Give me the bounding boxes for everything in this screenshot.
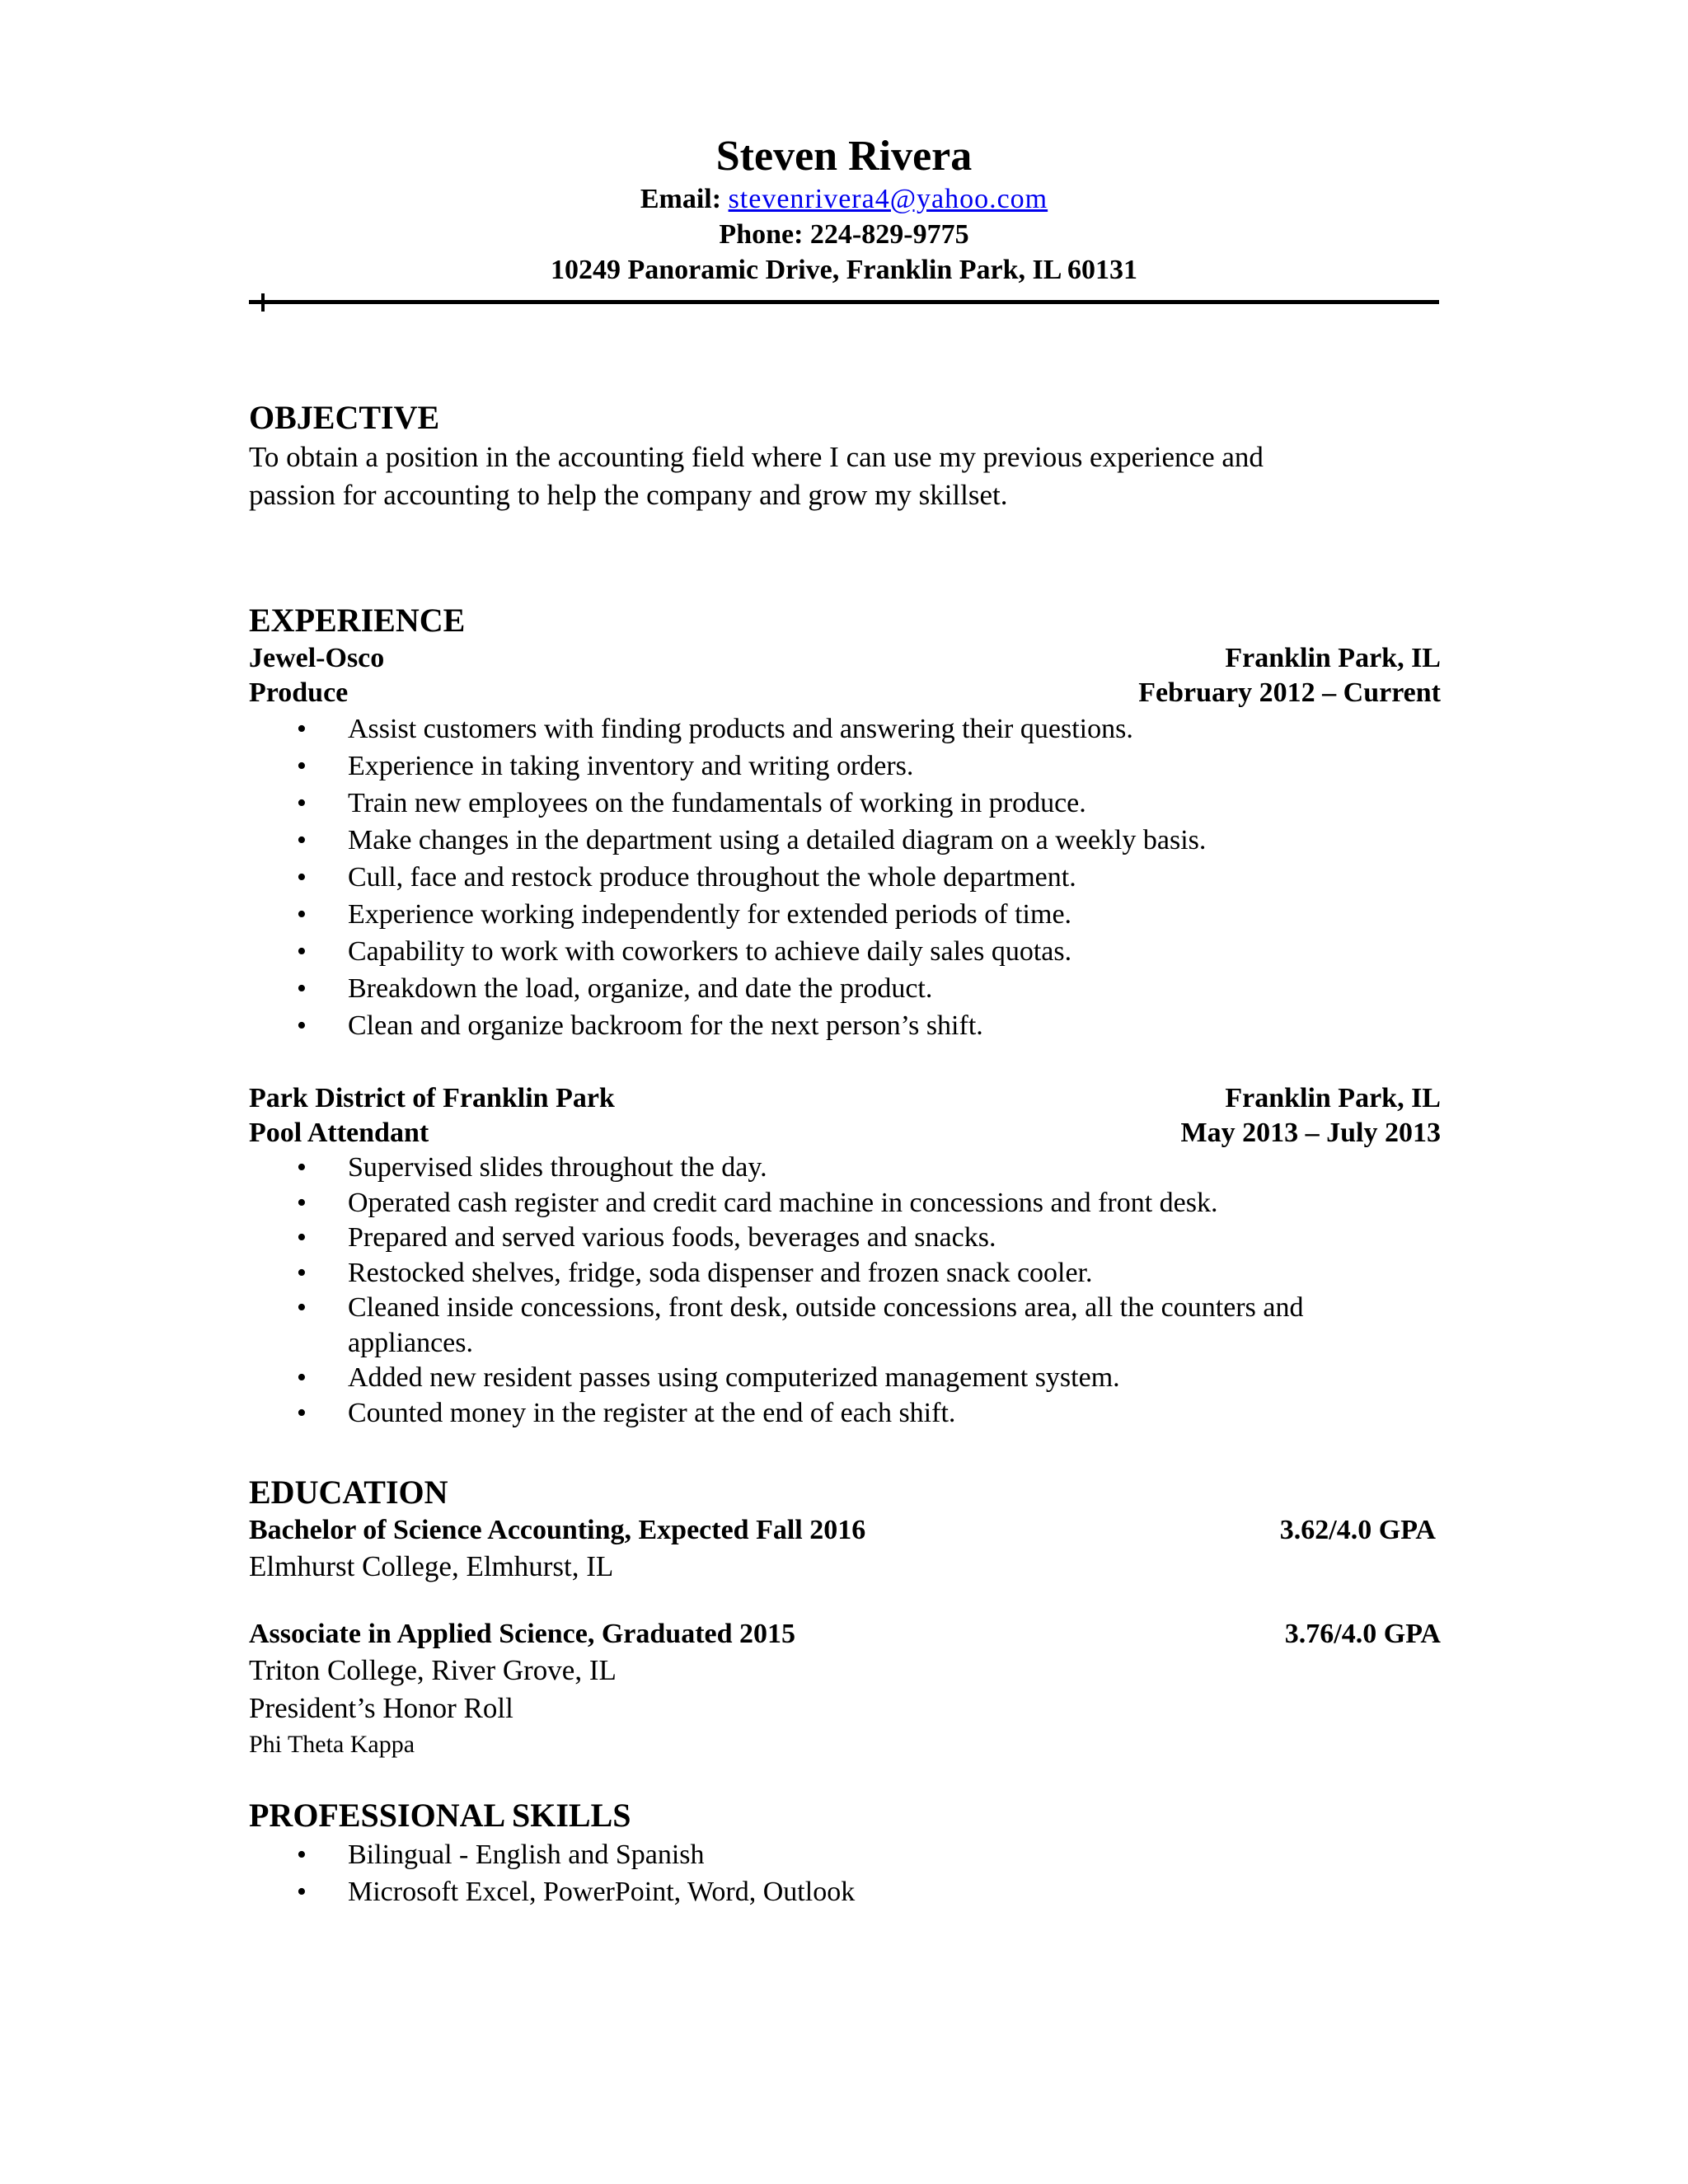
degree-title: Associate in Applied Science, Graduated 2015 [249,1619,796,1649]
job-duty: • Cull, face and restock produce throughout the whole department. [249,859,1441,896]
divider-tick-mark [261,293,265,312]
objective-section [249,397,1441,514]
objective-line: passion for accounting to help the company and grow my skillset. [249,479,1008,511]
job-entry [249,641,1441,1044]
job-location: Franklin Park, IL [1225,643,1441,673]
job-duties-list [249,710,1441,1044]
objective-line: To obtain a position in the accounting field where I can use my previous experience and [249,441,1264,473]
resume-header [0,132,1688,288]
job-duty: • Assist customers with finding products and answering their questions. [249,710,1441,748]
degree-gpa: 3.62/4.0 GPA [1279,1515,1436,1545]
header-divider [249,300,1439,304]
job-duties-list [249,1151,1441,1431]
address-line: 10249 Panoramic Drive, Franklin Park, IL 60131 [550,255,1138,285]
job-role: Pool Attendant [249,1118,429,1148]
job-entry [249,1081,1441,1431]
honor-item: President’s Honor Roll [249,1692,513,1724]
job-duty: • Clean and organize backroom for the next person’s shift. [249,1007,1441,1044]
job-duty: • Capability to work with coworkers to achieve daily sales quotas. [249,933,1441,970]
job-duty: • Operated cash register and credit card machine in concessions and front desk. [249,1186,1441,1221]
degree-gpa: 3.76/4.0 GPA [1284,1619,1441,1649]
job-location: Franklin Park, IL [1225,1083,1441,1113]
education-heading: EDUCATION [249,1474,448,1511]
job-dates: February 2012 – Current [1138,677,1441,708]
school-name: Elmhurst College, Elmhurst, IL [249,1550,614,1582]
email-label: Email: [640,184,722,214]
skills-heading: PROFESSIONAL SKILLS [249,1797,631,1834]
objective-heading: OBJECTIVE [249,399,440,436]
email-link[interactable]: stevenrivera4@yahoo.com [728,184,1048,214]
phone-line: Phone: 224-829-9775 [719,219,969,250]
degree-title: Bachelor of Science Accounting, Expected Fall 2016 [249,1515,866,1545]
job-duty: • Experience in taking inventory and writing orders. [249,748,1441,785]
job-duty-continuation: appliances. [348,1327,473,1358]
honor-item: Phi Theta Kappa [249,1731,415,1758]
candidate-name: Steven Rivera [715,133,973,180]
job-duty: • Prepared and served various foods, beverages and snacks. [249,1221,1441,1256]
job-header-row [249,1081,1441,1116]
job-header-row [249,641,1441,676]
job-role-row [249,676,1441,710]
education-section [249,1472,1441,1586]
skill-item: • Microsoft Excel, PowerPoint, Word, Outlook [249,1873,1441,1910]
job-duty: • Supervised slides throughout the day. [249,1151,1441,1186]
degree-row [249,1513,1441,1548]
job-dates: May 2013 – July 2013 [1180,1118,1441,1148]
skills-list [249,1836,1441,1910]
job-duty: • Counted money in the register at the end of each shift. [249,1396,1441,1432]
job-duty: • Experience working independently for extended periods of time. [249,896,1441,933]
job-duty: • Breakdown the load, organize, and date the product. [249,970,1441,1007]
employer-name: Jewel-Osco [249,643,385,673]
skill-item: • Bilingual - English and Spanish [249,1836,1441,1873]
job-duty: • Restocked shelves, fridge, soda dispenser and frozen snack cooler. [249,1256,1441,1291]
degree-row [249,1617,1441,1652]
employer-name: Park District of Franklin Park [249,1083,615,1113]
job-duty: • Added new resident passes using computerized management system. [249,1361,1441,1396]
job-role: Produce [249,677,349,708]
degree-entry [249,1617,1441,1762]
email-line [0,181,1688,217]
job-duty: • Train new employees on the fundamentals of working in produce. [249,785,1441,822]
experience-section [249,600,1441,1044]
experience-heading: EXPERIENCE [249,602,466,639]
skills-section [249,1795,1441,1910]
school-name: Triton College, River Grove, IL [249,1654,617,1686]
job-duty: • Make changes in the department using a detailed diagram on a weekly basis. [249,822,1441,859]
job-role-row [249,1116,1441,1151]
job-duty: • Cleaned inside concessions, front desk, outside concessions area, all the counters and [249,1291,1441,1326]
